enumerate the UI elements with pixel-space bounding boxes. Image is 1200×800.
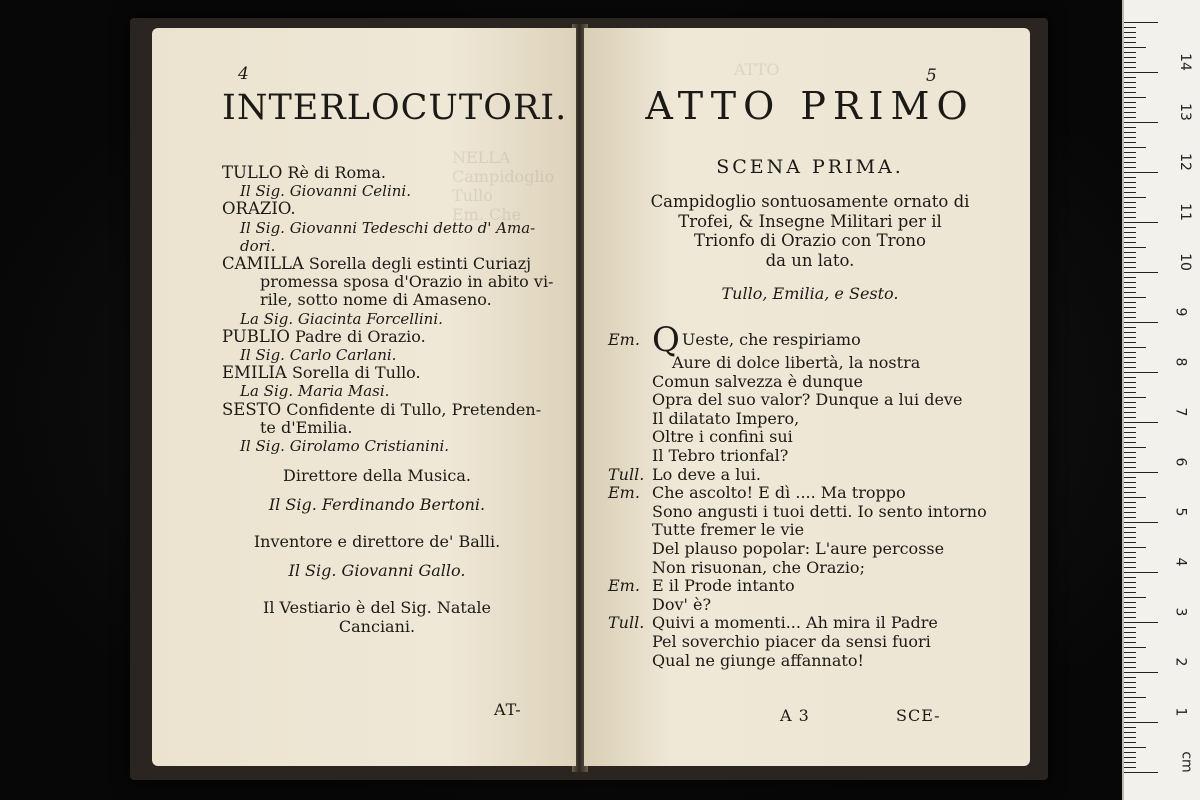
dialogue-line bbox=[608, 559, 998, 578]
page-title: INTERLOCUTORI. bbox=[222, 88, 568, 128]
ruler-tick bbox=[1124, 87, 1136, 88]
ruler-tick bbox=[1124, 37, 1136, 38]
ruler-label: 9 bbox=[1172, 307, 1189, 317]
ruler-tick bbox=[1124, 482, 1136, 483]
ruler-tick bbox=[1124, 442, 1136, 443]
ruler-tick bbox=[1124, 472, 1158, 473]
signature-mark: A 3 bbox=[780, 706, 810, 725]
dialogue-text: Opra del suo valor? Dunque a lui deve bbox=[652, 390, 963, 410]
ruler-tick bbox=[1124, 522, 1158, 523]
ruler-tick bbox=[1124, 612, 1136, 613]
ruler-tick bbox=[1124, 652, 1136, 653]
right-page-number: 5 bbox=[926, 66, 937, 86]
dialogue-text: Il Tebro trionfal? bbox=[652, 445, 789, 465]
ruler-tick bbox=[1124, 322, 1158, 323]
ruler-tick bbox=[1124, 632, 1136, 633]
character-role-continued: rile, sotto nome di Amaseno. bbox=[260, 290, 492, 310]
dialogue-text: Tutte fremer le vie bbox=[652, 520, 805, 540]
ruler-tick bbox=[1124, 572, 1158, 573]
ruler-tick bbox=[1124, 132, 1136, 133]
ruler-tick bbox=[1124, 762, 1136, 763]
ruler-tick bbox=[1124, 377, 1136, 378]
dialogue-text: Comun salvezza è dunque bbox=[652, 371, 864, 391]
ruler-label: 8 bbox=[1172, 357, 1189, 367]
credit-name: Il Sig. Giovanni Gallo. bbox=[288, 561, 466, 580]
ruler-tick bbox=[1124, 367, 1136, 368]
credit-label: Direttore della Musica. bbox=[283, 466, 471, 485]
ruler-tick bbox=[1124, 562, 1136, 563]
dialogue-text: Che ascolto! E dì .... Ma troppo bbox=[652, 483, 906, 503]
ruler-tick bbox=[1124, 347, 1146, 348]
ruler-tick bbox=[1124, 422, 1158, 423]
ruler-tick bbox=[1124, 312, 1136, 313]
ruler-tick bbox=[1124, 177, 1136, 178]
ruler-tick bbox=[1124, 352, 1136, 353]
ruler-tick bbox=[1124, 242, 1136, 243]
dialogue-line bbox=[608, 320, 998, 360]
ruler-tick bbox=[1124, 97, 1146, 98]
ruler-tick bbox=[1124, 192, 1136, 193]
speaker-label: Em. bbox=[608, 576, 640, 596]
dialogue-text: Del plauso popolar: L'aure percosse bbox=[652, 538, 945, 558]
dialogue-line bbox=[608, 614, 998, 633]
measuring-ruler bbox=[1122, 0, 1200, 800]
ruler-tick bbox=[1124, 237, 1136, 238]
ruler-tick bbox=[1124, 592, 1136, 593]
ruler-label: 2 bbox=[1172, 657, 1189, 667]
ruler-label: 14 bbox=[1176, 53, 1193, 71]
ruler-tick bbox=[1124, 757, 1136, 758]
ruler-tick bbox=[1124, 217, 1136, 218]
ruler-tick bbox=[1124, 257, 1136, 258]
character-role: Rè di Roma. bbox=[287, 163, 386, 182]
ruler-label: cm bbox=[1178, 751, 1195, 773]
ruler-tick bbox=[1124, 712, 1136, 713]
ruler-tick bbox=[1124, 737, 1136, 738]
character-role: Sorella degli estinti Curiazj bbox=[308, 254, 532, 274]
ruler-tick bbox=[1124, 622, 1158, 623]
ruler-tick bbox=[1124, 407, 1136, 408]
ruler-tick bbox=[1124, 72, 1158, 73]
ruler-label: 12 bbox=[1176, 153, 1193, 171]
character-name: ORAZIO. bbox=[222, 199, 296, 219]
ruler-tick bbox=[1124, 512, 1136, 513]
character-entry bbox=[222, 401, 562, 456]
dialogue-line bbox=[608, 410, 998, 429]
ruler-tick bbox=[1124, 642, 1136, 643]
character-entry bbox=[222, 328, 562, 364]
ruler-tick bbox=[1124, 647, 1146, 648]
ruler-tick bbox=[1124, 727, 1136, 728]
setting-line: Campidoglio sontuosamente ornato di bbox=[650, 192, 970, 211]
ruler-tick bbox=[1124, 417, 1136, 418]
dialogue-line bbox=[608, 466, 998, 485]
character-role: Padre di Orazio. bbox=[294, 326, 426, 346]
dialogue-text: Non risuonan, che Orazio; bbox=[652, 557, 865, 577]
ruler-tick bbox=[1124, 252, 1136, 253]
character-name: PUBLIO bbox=[222, 326, 290, 346]
ruler-tick bbox=[1124, 677, 1136, 678]
act-title: ATTO PRIMO bbox=[645, 84, 975, 128]
character-role: Confidente di Tullo, Pretenden- bbox=[286, 399, 542, 419]
drop-cap: Q bbox=[652, 320, 680, 360]
ruler-tick bbox=[1124, 477, 1136, 478]
dialogue-line bbox=[608, 391, 998, 410]
dialogue-line bbox=[608, 373, 998, 392]
ruler-tick bbox=[1124, 32, 1136, 33]
ruler-tick bbox=[1124, 532, 1136, 533]
ruler-tick bbox=[1124, 112, 1136, 113]
character-entry bbox=[222, 291, 562, 327]
ruler-tick bbox=[1124, 42, 1136, 43]
ruler-tick bbox=[1124, 327, 1136, 328]
ruler-tick bbox=[1124, 262, 1136, 263]
ruler-tick bbox=[1124, 277, 1136, 278]
ruler-tick bbox=[1124, 182, 1136, 183]
dialogue-text: Il dilatato Impero, bbox=[652, 408, 800, 428]
ruler-tick bbox=[1124, 672, 1158, 673]
catchword: SCE- bbox=[896, 706, 941, 725]
ruler-tick bbox=[1124, 47, 1146, 48]
ruler-tick bbox=[1124, 272, 1158, 273]
ruler-tick bbox=[1124, 577, 1136, 578]
singer-name: Il Sig. Giovanni Tedeschi detto d' Ama- bbox=[240, 218, 536, 237]
ruler-tick bbox=[1124, 127, 1136, 128]
speaker-label: Tull. bbox=[608, 464, 645, 484]
ruler-tick bbox=[1124, 197, 1146, 198]
dialogue-text: Oltre i confini sui bbox=[652, 427, 793, 447]
ruler-tick bbox=[1124, 232, 1136, 233]
dialogue-line bbox=[608, 428, 998, 447]
ruler-tick bbox=[1124, 282, 1136, 283]
ruler-tick bbox=[1124, 92, 1136, 93]
dialogue-text: Pel soverchio piacer da sensi fuori bbox=[652, 631, 931, 651]
ruler-tick bbox=[1124, 542, 1136, 543]
ruler-tick bbox=[1124, 662, 1136, 663]
ruler-tick bbox=[1124, 362, 1136, 363]
ruler-tick bbox=[1124, 117, 1136, 118]
ruler-tick bbox=[1124, 502, 1136, 503]
ruler-tick bbox=[1124, 587, 1136, 588]
ruler-tick bbox=[1124, 692, 1136, 693]
ruler-tick bbox=[1124, 402, 1136, 403]
ruler-tick bbox=[1124, 742, 1136, 743]
ruler-tick bbox=[1124, 187, 1136, 188]
ruler-tick bbox=[1124, 552, 1136, 553]
singer-name: Il Sig. Girolamo Cristianini. bbox=[240, 437, 450, 456]
singer-name: Il Sig. Giovanni Celini. bbox=[240, 182, 411, 201]
character-entry bbox=[222, 200, 562, 236]
ruler-label: 3 bbox=[1172, 607, 1189, 617]
dialogue-line bbox=[608, 521, 998, 540]
ruler-label: 6 bbox=[1172, 457, 1189, 467]
ruler-tick bbox=[1124, 607, 1136, 608]
dialogue-line bbox=[608, 447, 998, 466]
ruler-tick bbox=[1124, 427, 1136, 428]
left-page bbox=[152, 28, 576, 766]
dialogue-text: Qual ne giunge affannato! bbox=[652, 650, 864, 670]
ruler-tick bbox=[1124, 767, 1136, 768]
ruler-tick bbox=[1124, 317, 1136, 318]
ruler-tick bbox=[1124, 697, 1146, 698]
ruler-tick bbox=[1124, 457, 1136, 458]
ruler-tick bbox=[1124, 22, 1158, 23]
ruler-tick bbox=[1124, 202, 1136, 203]
singer-name: La Sig. Maria Masi. bbox=[240, 382, 390, 401]
ruler-tick bbox=[1124, 227, 1136, 228]
ruler-tick bbox=[1124, 62, 1136, 63]
character-name: EMILIA bbox=[222, 363, 287, 383]
ruler-tick bbox=[1124, 772, 1158, 773]
ruler-tick bbox=[1124, 372, 1158, 373]
ruler-tick bbox=[1124, 682, 1136, 683]
ruler-tick bbox=[1124, 267, 1136, 268]
characters-present: Tullo, Emilia, e Sesto. bbox=[721, 284, 899, 303]
ruler-tick bbox=[1124, 627, 1136, 628]
bleed-through-text: NELLA Campidoglio Tullo Em. Che bbox=[452, 148, 555, 224]
ruler-label: 11 bbox=[1176, 203, 1193, 221]
dialogue-text: Lo deve a lui. bbox=[652, 464, 761, 484]
ruler-tick bbox=[1124, 722, 1158, 723]
ruler-label: 5 bbox=[1172, 507, 1189, 517]
ruler-tick bbox=[1124, 497, 1146, 498]
dialogue-text: Aure di dolce libertà, la nostra bbox=[672, 353, 921, 372]
ruler-tick bbox=[1124, 527, 1136, 528]
ruler-tick bbox=[1124, 752, 1136, 753]
ruler-tick bbox=[1124, 302, 1136, 303]
dialogue bbox=[608, 320, 998, 670]
ruler-tick bbox=[1124, 437, 1136, 438]
ruler-tick bbox=[1124, 557, 1136, 558]
ruler-tick bbox=[1124, 462, 1136, 463]
ruler-label: 7 bbox=[1172, 407, 1189, 417]
character-role-continued: promessa sposa d'Orazio in abito vi- bbox=[260, 272, 554, 292]
dialogue-text: Sono angusti i tuoi detti. Io sento intorno bbox=[652, 501, 987, 521]
ruler-tick bbox=[1124, 292, 1136, 293]
dialogue-line bbox=[608, 540, 998, 559]
costumes-line: Il Vestiario è del Sig. Natale bbox=[263, 598, 491, 617]
ruler-tick bbox=[1124, 147, 1146, 148]
dialogue-text: Dov' è? bbox=[652, 594, 712, 614]
ruler-tick bbox=[1124, 57, 1136, 58]
dialogue-line bbox=[608, 652, 998, 671]
credit-name: Il Sig. Ferdinando Bertoni. bbox=[268, 495, 486, 514]
ruler-tick bbox=[1124, 702, 1136, 703]
speaker-label: Tull. bbox=[608, 613, 645, 633]
ruler-tick bbox=[1124, 342, 1136, 343]
singer-name: La Sig. Giacinta Forcellini. bbox=[240, 309, 443, 328]
character-entry bbox=[222, 255, 562, 291]
scene-title: SCENA PRIMA. bbox=[716, 156, 904, 178]
ruler-tick bbox=[1124, 667, 1136, 668]
character-entry bbox=[222, 164, 562, 200]
credits-section bbox=[212, 466, 542, 636]
ruler-tick bbox=[1124, 617, 1136, 618]
ruler-tick bbox=[1124, 382, 1136, 383]
speaker-label: Em. bbox=[608, 483, 640, 503]
ruler-tick bbox=[1124, 107, 1136, 108]
character-name: CAMILLA bbox=[222, 254, 304, 274]
ruler-tick bbox=[1124, 507, 1136, 508]
speaker-label: Em. bbox=[608, 330, 640, 349]
ruler-tick bbox=[1124, 602, 1136, 603]
ruler-tick bbox=[1124, 297, 1146, 298]
bleed-through-text: ATTO bbox=[734, 60, 780, 79]
ruler-tick bbox=[1124, 492, 1136, 493]
ruler-tick bbox=[1124, 392, 1136, 393]
ruler-tick bbox=[1124, 467, 1136, 468]
ruler-label: 10 bbox=[1176, 253, 1193, 271]
ruler-tick bbox=[1124, 67, 1136, 68]
ruler-tick bbox=[1124, 517, 1136, 518]
credit-label: Inventore e direttore de' Balli. bbox=[253, 532, 501, 551]
ruler-tick bbox=[1124, 387, 1136, 388]
ruler-tick bbox=[1124, 82, 1136, 83]
dialogue-line bbox=[608, 633, 998, 652]
character-name: TULLO bbox=[222, 163, 283, 182]
dialogue-line bbox=[608, 596, 998, 615]
singer-name: Il Sig. Carlo Carlani. bbox=[240, 346, 397, 365]
ruler-tick bbox=[1124, 142, 1136, 143]
costumes-line: Canciani. bbox=[338, 617, 416, 636]
ruler-tick bbox=[1124, 687, 1136, 688]
ruler-tick bbox=[1124, 77, 1136, 78]
setting-line: Trofei, & Insegne Militari per il bbox=[678, 211, 942, 231]
dialogue-text: E il Prode intanto bbox=[652, 576, 795, 596]
ruler-tick bbox=[1124, 707, 1136, 708]
ruler-tick bbox=[1124, 537, 1136, 538]
ruler-tick bbox=[1124, 222, 1158, 223]
ruler-tick bbox=[1124, 357, 1136, 358]
singer-name: dori. bbox=[240, 236, 276, 255]
ruler-tick bbox=[1124, 307, 1136, 308]
ruler-tick bbox=[1124, 432, 1136, 433]
ruler-tick bbox=[1124, 332, 1136, 333]
ruler-tick bbox=[1124, 337, 1136, 338]
ruler-tick bbox=[1124, 162, 1136, 163]
ruler-tick bbox=[1124, 212, 1136, 213]
left-page-number: 4 bbox=[238, 64, 249, 84]
character-name: SESTO bbox=[222, 399, 282, 419]
dialogue-text: Quivi a momenti... Ah mira il Padre bbox=[652, 613, 938, 633]
ruler-tick bbox=[1124, 167, 1136, 168]
setting-line: Trionfo di Orazio con Trono bbox=[694, 231, 926, 250]
ruler-tick bbox=[1124, 287, 1136, 288]
character-entry bbox=[222, 364, 562, 400]
dialogue-line bbox=[608, 503, 998, 522]
dialogue-text: Ueste, che respiriamo bbox=[681, 330, 861, 349]
ruler-tick bbox=[1124, 27, 1136, 28]
ruler-tick bbox=[1124, 747, 1146, 748]
ruler-tick bbox=[1124, 52, 1136, 53]
setting-line: da un lato. bbox=[765, 250, 855, 270]
ruler-tick bbox=[1124, 207, 1136, 208]
catchword: AT- bbox=[494, 700, 522, 719]
ruler-tick bbox=[1124, 717, 1136, 718]
ruler-tick bbox=[1124, 412, 1136, 413]
character-role-continued: te d'Emilia. bbox=[260, 417, 353, 437]
ruler-label: 1 bbox=[1172, 707, 1189, 717]
ruler-tick bbox=[1124, 732, 1136, 733]
ruler-label: 4 bbox=[1172, 557, 1189, 567]
dialogue-line bbox=[608, 577, 998, 596]
character-role: Sorella di Tullo. bbox=[291, 363, 421, 383]
character-entry bbox=[222, 237, 562, 255]
ruler-tick bbox=[1124, 487, 1136, 488]
ruler-tick bbox=[1124, 152, 1136, 153]
scene-setting bbox=[620, 192, 1000, 270]
character-list bbox=[222, 164, 562, 455]
ruler-label: 13 bbox=[1176, 103, 1193, 121]
ruler-tick bbox=[1124, 582, 1136, 583]
dialogue-line bbox=[608, 484, 998, 503]
ruler-tick bbox=[1124, 157, 1136, 158]
ruler-tick bbox=[1124, 172, 1158, 173]
ruler-tick bbox=[1124, 447, 1146, 448]
ruler-tick bbox=[1124, 547, 1146, 548]
ruler-tick bbox=[1124, 452, 1136, 453]
ruler-tick bbox=[1124, 567, 1136, 568]
ruler-tick bbox=[1124, 137, 1136, 138]
ruler-tick bbox=[1124, 657, 1136, 658]
ruler-tick bbox=[1124, 247, 1146, 248]
ruler-tick bbox=[1124, 637, 1136, 638]
ruler-tick bbox=[1124, 102, 1136, 103]
ruler-tick bbox=[1124, 122, 1158, 123]
right-page bbox=[584, 28, 1030, 766]
ruler-tick bbox=[1124, 397, 1146, 398]
ruler-tick bbox=[1124, 597, 1146, 598]
